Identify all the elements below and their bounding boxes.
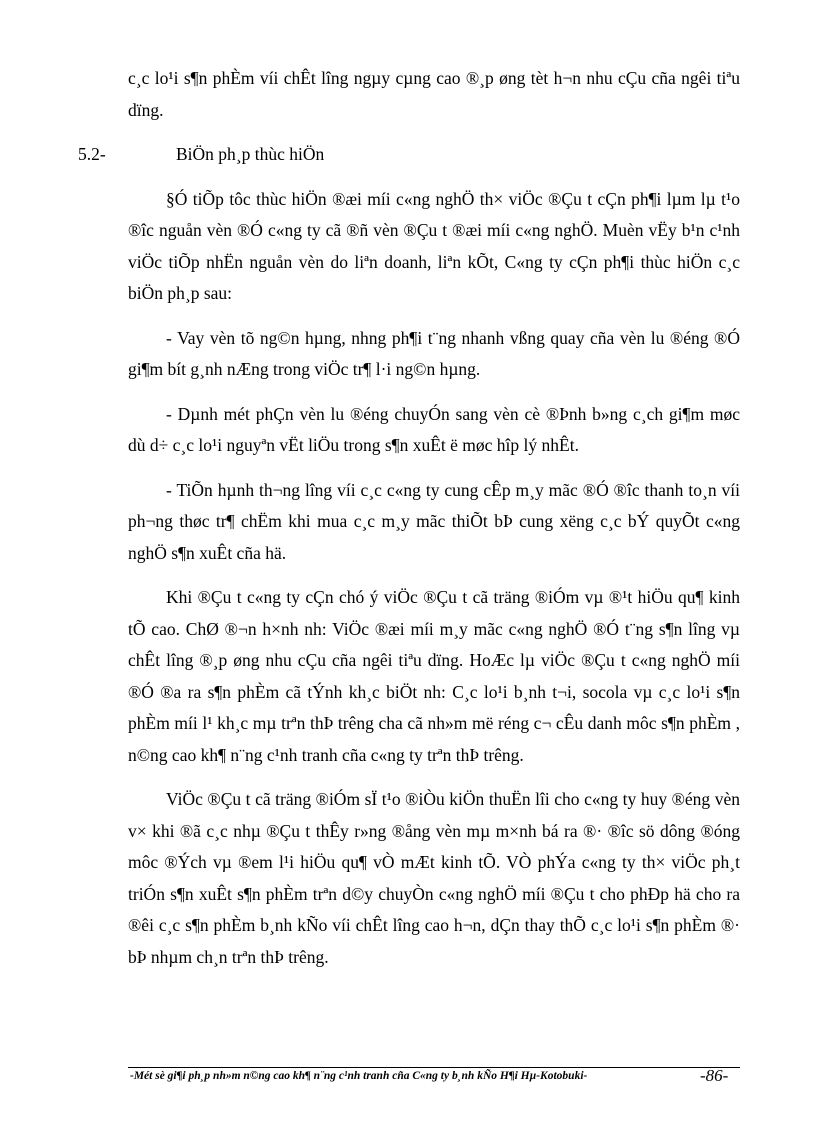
continuation-paragraph: c¸c lo¹i s¶n phÈm víi chÊt lîng ngµy cµng cao ®¸p øng tèt h¬n nhu cÇu cña ngêi tiªu dïng. <box>128 68 740 120</box>
paragraph-intro: §Ó tiÕp tôc thùc hiÖn ®æi míi c«ng nghÖ th× viÖc ®Çu t cÇn ph¶i lµm lµ t¹o ®îc nguån vèn ®Ó c«ng ty cã ®ñ vèn ®Çu t ®æi míi c«ng nghÖ. Muèn vËy b¹n c¹nh viÖc tiÕp nhËn nguån vèn do liªn doanh, liªn kÕt, C«ng ty cÇn ph¶i thùc hiÖn c¸c biÖn ph¸p sau: <box>128 188 740 303</box>
paragraph-bullet-capital: - Dµnh mét phÇn vèn lu ®éng chuyÓn sang vèn cè ®Þnh b»ng c¸ch gi¶m møc dù d÷ c¸c lo¹i nguyªn vËt liÖu trong s¶n xuÊt ë møc hîp lý nhÊt. <box>128 403 740 455</box>
paragraph-bullet-negotiate: - TiÕn hµnh th¬ng lîng víi c¸c c«ng ty cung cÊp m¸y mãc ®Ó ®îc thanh to¸n víi ph¬ng thøc tr¶ chËm khi mua c¸c m¸y mãc thiÕt bÞ cung xëng c¸c bÝ quyÕt c«ng nghÖ s¶n xuÊt cña hä. <box>128 479 740 563</box>
paragraph-investment-benefit: ViÖc ®Çu t cã träng ®iÓm sÏ t¹o ®iÒu kiÖn thuËn lîi cho c«ng ty huy ®éng vèn v× khi ®ã c¸c nhµ ®Çu t thÊy r»ng ®ång vèn mµ m×nh bá ra ®· ®îc sö dông ®óng môc ®Ých vµ ®em l¹i hiÖu qu¶ vÒ mÆt kinh tÕ. VÒ phÝa c«ng ty th× viÖc ph¸t triÓn s¶n xuÊt s¶n phÈm trªn d©y chuyÒn c«ng nghÖ míi ®Çu t cho phÐp hä cho ra ®êi c¸c s¶n phÈm b¸nh kÑo víi chÊt lîng cao h¬n, dÇn thay thÕ c¸c lo¹i s¶n phÈm ®· bÞ nhµm ch¸n trªn thÞ trêng. <box>128 789 740 967</box>
paragraph-investment-focus: Khi ®Çu t c«ng ty cÇn chó ý viÖc ®Çu t cã träng ®iÓm vµ ®¹t hiÖu qu¶ kinh tÕ cao. ChØ ®¬n h×nh nh: ViÖc ®æi míi m¸y mãc c«ng nghÖ ®Ó t¨ng s¶n lîng vµ chÊt lîng ®¸p øng nhu cÇu cña ngêi tiªu dïng. HoÆc lµ viÖc ®Çu t c«ng nghÖ míi ®Ó ®a ra s¶n phÈm cã tÝnh kh¸c biÖt nh: C¸c lo¹i b¸nh t¬i, socola vµ c¸c lo¹i s¶n phÈm míi l¹ kh¸c mµ trªn thÞ trêng cha cã nh»m më réng c¬ cÊu danh môc s¶n phÈm , n©ng cao kh¶ n¨ng c¹nh tranh cña c«ng ty trªn thÞ trêng. <box>128 587 740 765</box>
section-title: BiÖn ph¸p thùc hiÖn <box>176 144 325 164</box>
page-number: -86- <box>700 1066 729 1085</box>
footer-title: -Mét sè gi¶i ph¸p nh»m n©ng cao kh¶ n¨ng c¹nh tranh cña C«ng ty b¸nh kÑo H¶i Hµ-Kotobuki- <box>130 1070 588 1082</box>
section-number: 5.2- <box>78 144 106 164</box>
page-body <box>78 63 740 986</box>
footer-divider <box>128 1067 740 1068</box>
section-heading <box>78 139 740 171</box>
paragraph-bullet-loan: - Vay vèn tõ ng©n hµng, nhng ph¶i t¨ng nhanh vßng quay cña vèn lu ®éng ®Ó gi¶m bít g¸nh nÆng trong viÖc tr¶ l·i ng©n hµng. <box>128 327 740 379</box>
